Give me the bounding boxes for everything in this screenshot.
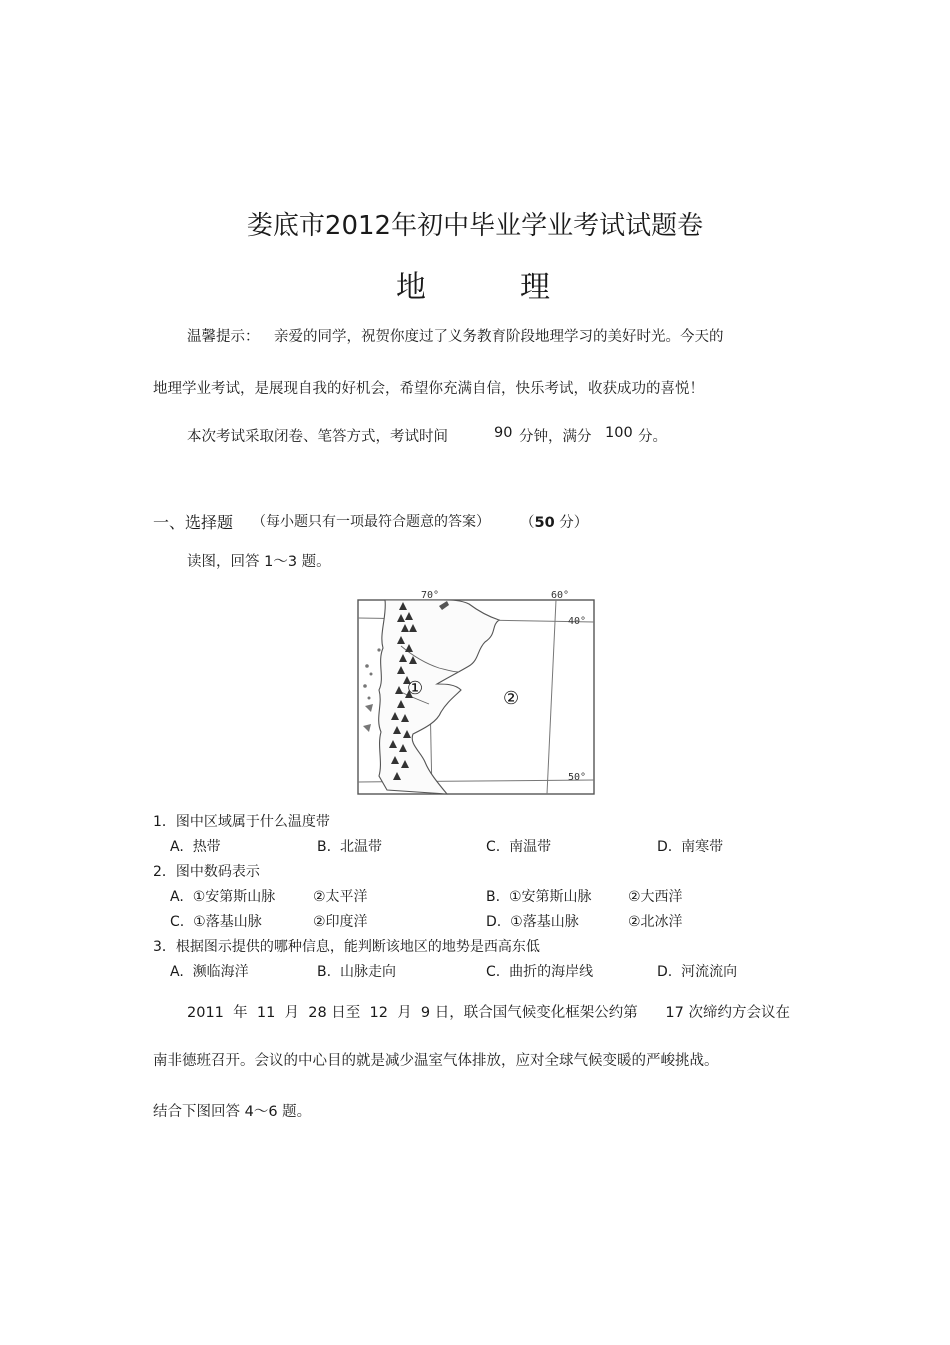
lon-60-label: 60°	[551, 590, 570, 601]
q2-option-b-2: ②大西洋	[628, 889, 683, 905]
q2-option-a: A. ①安第斯山脉	[170, 889, 276, 905]
section-points: （50 分）	[520, 515, 589, 531]
exam-time-unit: 分钟，满分	[519, 429, 592, 445]
read-map-instruction: 读图，回答 1～3 题。	[187, 554, 331, 570]
tip-label: 温馨提示：	[187, 329, 260, 345]
lat-40-label: 40°	[568, 616, 587, 627]
q2-option-c: C. ①落基山脉	[170, 914, 262, 930]
q2-option-d-2: ②北冰洋	[628, 914, 683, 930]
q2-option-b: B. ①安第斯山脉	[486, 889, 592, 905]
q3-option-d: D. 河流流向	[657, 964, 738, 980]
exam-title: 娄底市2012年初中毕业学业考试试题卷	[246, 211, 704, 241]
q2-option-c-2: ②印度洋	[313, 914, 368, 930]
subject-char-left: 地	[396, 270, 426, 305]
q2-option-a-2: ②太平洋	[313, 889, 368, 905]
passage-line-2: 南非德班召开。会议的中心目的就是减少温室气体排放，应对全球气候变暖的严峻挑战。	[153, 1053, 719, 1069]
section-note: （每小题只有一项最符合题意的答案）	[252, 514, 490, 530]
q1-option-a: A. 热带	[170, 839, 221, 855]
question-2-stem: 2．图中数码表示	[153, 864, 260, 880]
question-1-stem: 1．图中区域属于什么温度带	[153, 814, 330, 830]
meridian-60	[547, 600, 556, 794]
exam-score-unit: 分。	[638, 429, 667, 445]
exam-info: 本次考试采取闭卷、笔答方式，考试时间	[187, 429, 448, 445]
marker-1: ①	[407, 678, 424, 699]
lat-50-label: 50°	[568, 772, 587, 783]
section-title: 一、选择题	[153, 513, 234, 532]
lon-70-label: 70°	[421, 590, 440, 601]
tip-line-2: 地理学业考试，是展现自我的好机会，希望你充满自信，快乐考试，收获成功的喜悦！	[153, 381, 704, 397]
marker-2: ②	[503, 688, 520, 709]
q3-option-a: A. 濒临海洋	[170, 964, 249, 980]
q1-option-b: B. 北温带	[317, 839, 382, 855]
q1-option-d: D. 南寒带	[657, 839, 724, 855]
q3-option-b: B. 山脉走向	[317, 964, 396, 980]
question-3-stem: 3．根据图示提供的哪种信息，能判断该地区的地势是西高东低	[153, 939, 540, 955]
exam-time: 90	[494, 425, 513, 441]
exam-score: 100	[605, 425, 633, 441]
q3-option-c: C. 曲折的海岸线	[486, 964, 594, 980]
tip-line-1: 亲爱的同学，祝贺你度过了义务教育阶段地理学习的美好时光。今天的	[274, 329, 724, 345]
south-america-map	[357, 586, 597, 798]
q1-option-c: C. 南温带	[486, 839, 552, 855]
q2-option-d: D. ①落基山脉	[486, 914, 579, 930]
coastline	[379, 600, 499, 794]
passage-line-1: 2011 年 11 月 28 日至 12 月 9 日，联合国气候变化框架公约第 17 次缔约方会议在	[187, 1005, 790, 1021]
subject-char-right: 理	[520, 270, 550, 305]
passage-line-3: 结合下图回答 4～6 题。	[153, 1104, 312, 1120]
